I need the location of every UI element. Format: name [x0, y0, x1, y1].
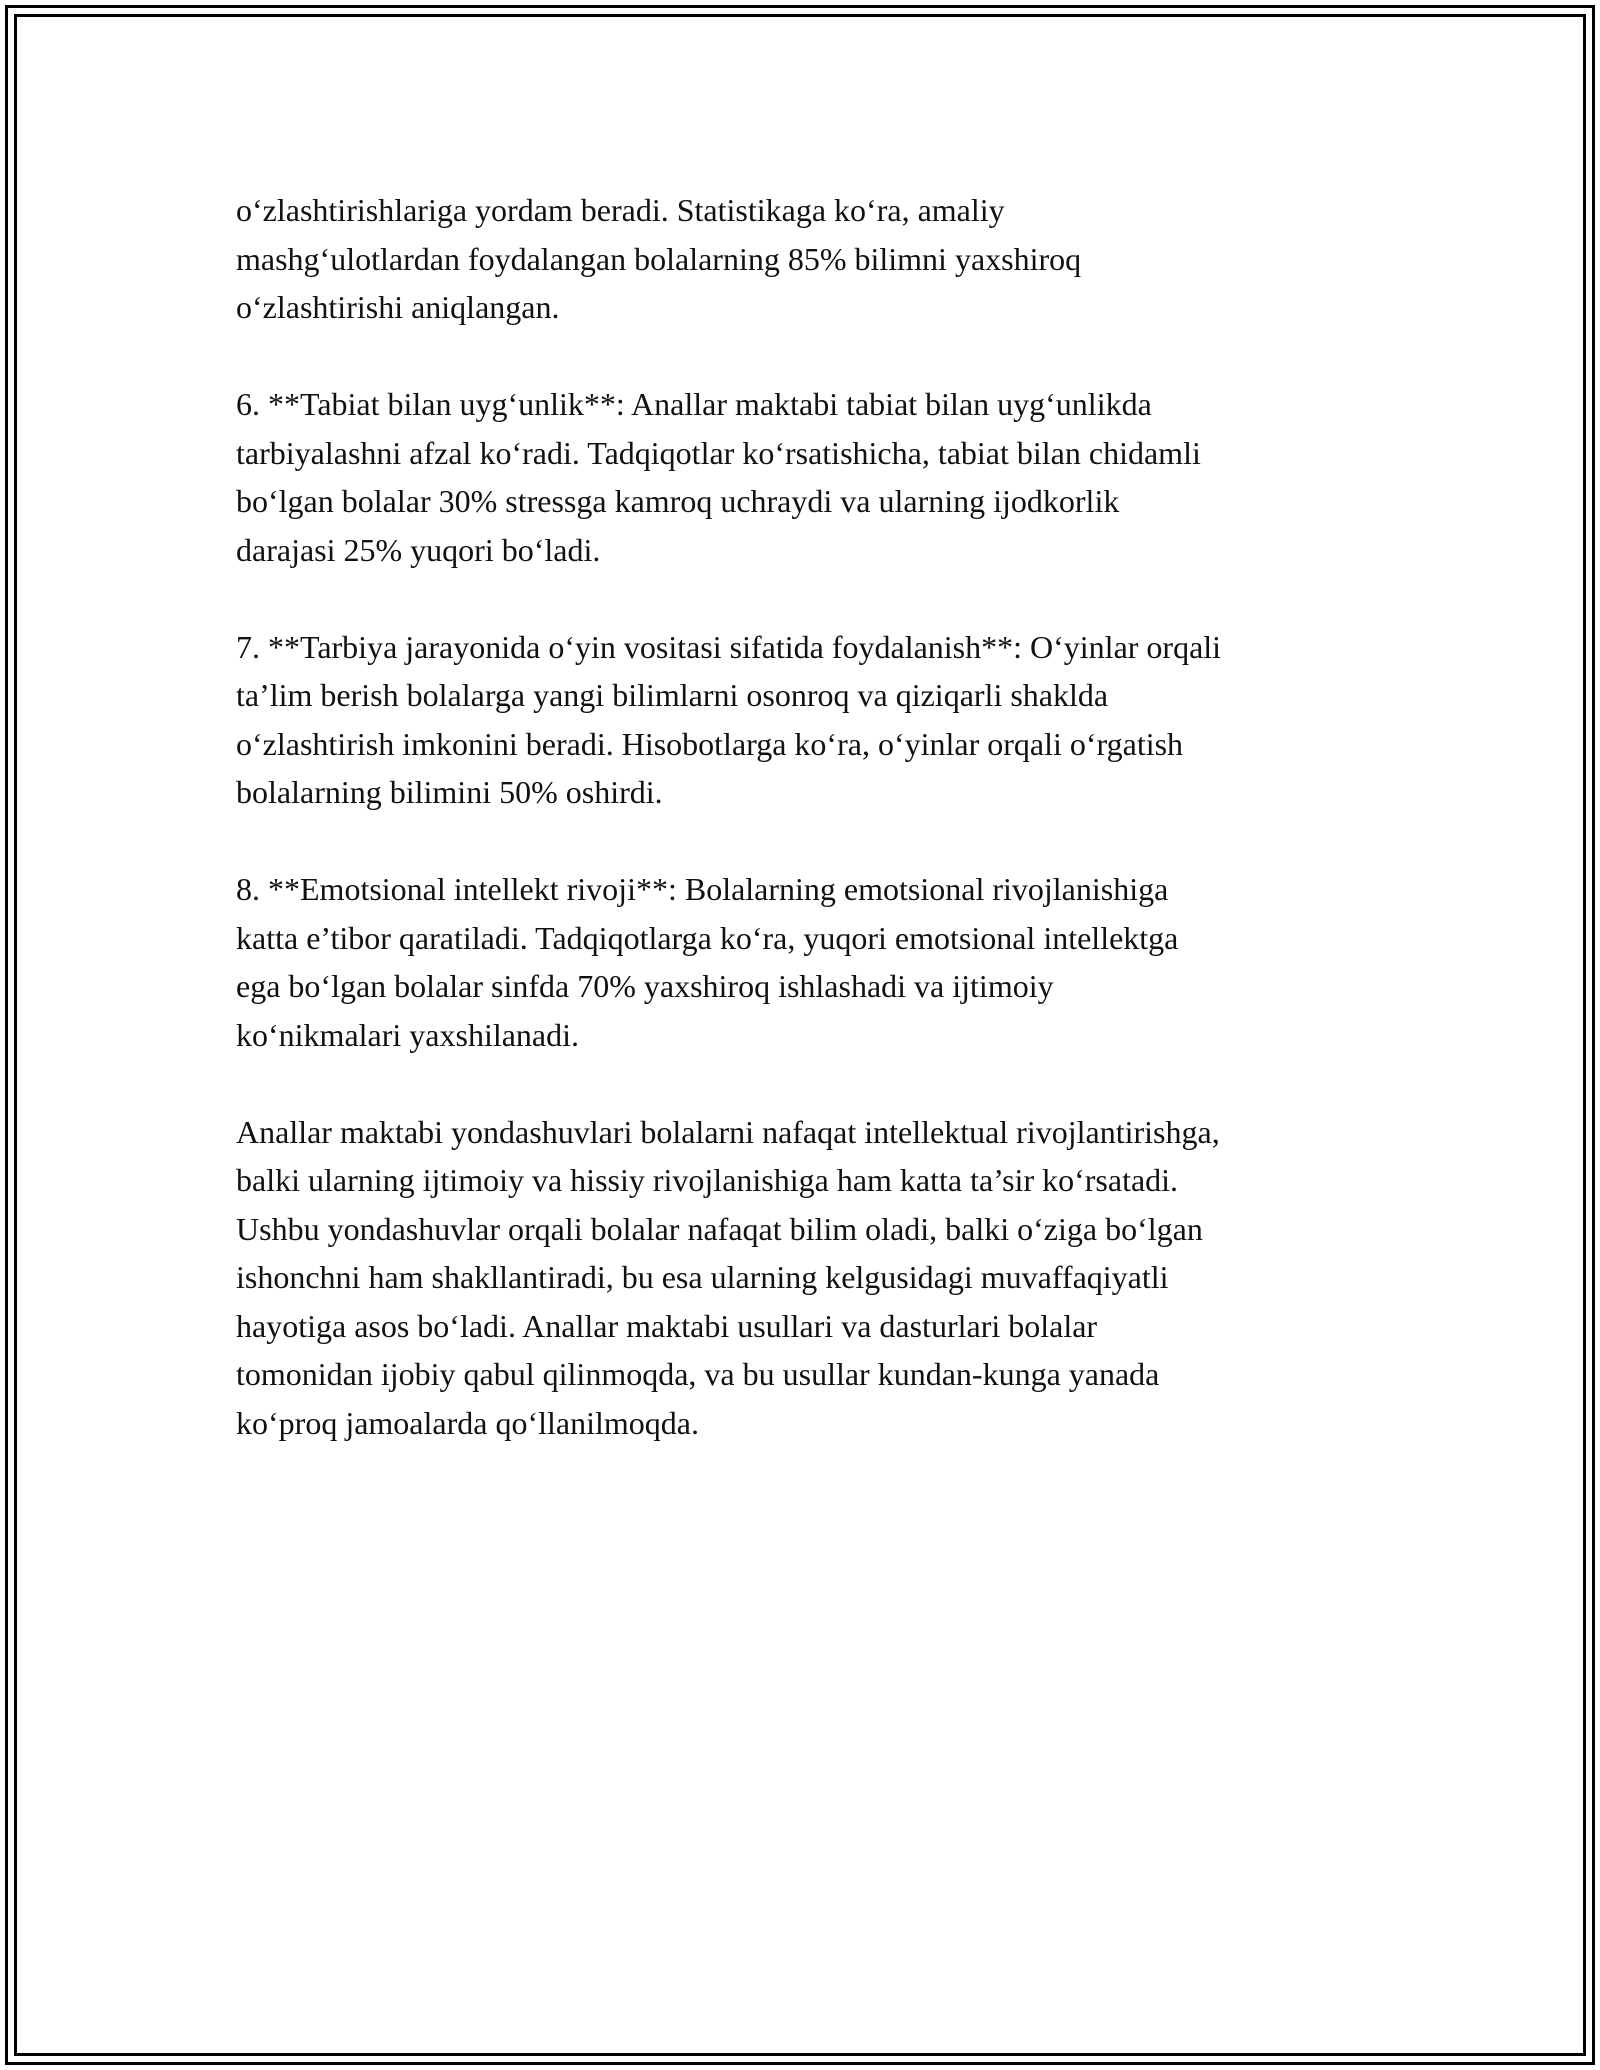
paragraph-conclusion [236, 1108, 1396, 1448]
paragraph-item-8 [236, 865, 1396, 1059]
text-line: katta e’tibor qaratiladi. Tadqiqotlarga ko‘ra, yuqori emotsional intellektga [236, 919, 1179, 956]
text-line: tomonidan ijobiy qabul qilinmoqda, va bu usullar kundan-kunga yanada [236, 1356, 1160, 1392]
text-line: bolalarning bilimini 50% oshirdi. [236, 774, 663, 810]
text-line: o‘zlashtirishi aniqlangan. [236, 289, 560, 325]
text-line: Ushbu yondashuvlar orqali bolalar nafaqat bilim oladi, balki o‘ziga bo‘lgan [236, 1210, 1203, 1247]
paragraph-item-7 [236, 623, 1396, 817]
text-line: ta’lim berish bolalarga yangi bilimlarni osonroq va qiziqarli shaklda [236, 677, 1109, 713]
text-line: mashg‘ulotlardan foydalangan bolalarning 85% bilimni yaxshiroq [236, 240, 1082, 277]
text-line: hayotiga asos bo‘ladi. Anallar maktabi usullari va dasturlari bolalar [236, 1307, 1098, 1344]
text-line: Anallar maktabi yondashuvlari bolalarni nafaqat intellektual rivojlantirishga, [236, 1113, 1220, 1150]
paragraph-item-6 [236, 380, 1396, 574]
text-line: darajasi 25% yuqori bo‘ladi. [236, 531, 601, 568]
text-line: tarbiyalashni afzal ko‘radi. Tadqiqotlar ko‘rsatishicha, tabiat bilan chidamli [236, 434, 1201, 471]
text-line: 8. **Emotsional intellekt rivoji**: Bolalarning emotsional rivojlanishiga [236, 871, 1169, 907]
text-line: ko‘proq jamoalarda qo‘llanilmoqda. [236, 1404, 699, 1441]
text-line: o‘zlashtirishlariga yordam beradi. Statistikaga ko‘ra, amaliy [236, 192, 1005, 228]
text-line: 7. **Tarbiya jarayonida o‘yin vositasi sifatida foydalanish**: O‘yinlar orqali [236, 628, 1222, 665]
text-line: 6. **Tabiat bilan uyg‘unlik**: Anallar maktabi tabiat bilan uyg‘unlikda [236, 386, 1152, 422]
text-line: balki ularning ijtimoiy va hissiy rivojlanishiga ham katta ta’sir ko‘rsatadi. [236, 1162, 1179, 1198]
paragraph-intro-continuation [236, 186, 1396, 332]
text-line: ishonchni ham shakllantiradi, bu esa ularning kelgusidagi muvaffaqiyatli [236, 1259, 1169, 1295]
text-line: o‘zlashtirish imkonini beradi. Hisobotlarga ko‘ra, o‘yinlar orqali o‘rgatish [236, 725, 1184, 762]
text-line: ko‘nikmalari yaxshilanadi. [236, 1016, 580, 1053]
text-line: bo‘lgan bolalar 30% stressga kamroq uchraydi va ularning ijodkorlik [236, 483, 1120, 519]
document-body [236, 186, 1396, 1496]
text-line: ega bo‘lgan bolalar sinfda 70% yaxshiroq ishlashadi va ijtimoiy [236, 968, 1054, 1004]
